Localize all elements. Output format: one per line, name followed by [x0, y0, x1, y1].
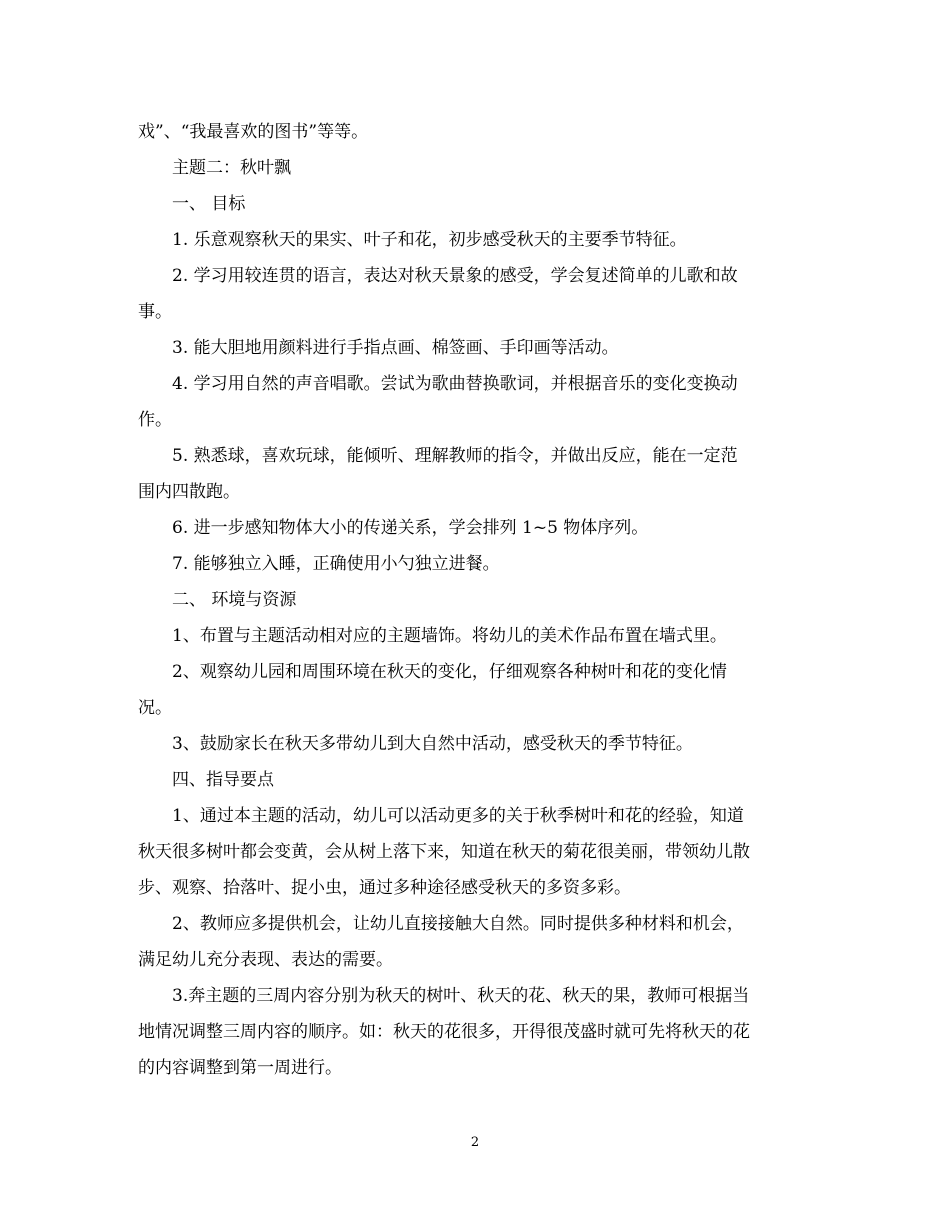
text-line: 满足幼儿充分表现、表达的需要。 — [138, 950, 393, 970]
document-body — [138, 114, 810, 1086]
text-line: 作。 — [138, 410, 172, 430]
text-line: 秋天很多树叶都会变黄，会从树上落下来，知道在秋天的菊花很美丽，带领幼儿散 — [138, 842, 750, 862]
text-line: 1. 乐意观察秋天的果实、叶子和花，初步感受秋天的主要季节特征。 — [172, 230, 687, 250]
text-line: 2. 学习用较连贯的语言，表达对秋天景象的感受，学会复述简单的儿歌和故 — [172, 266, 738, 286]
page-number: 2 — [470, 1135, 480, 1150]
text-line: 况。 — [138, 698, 172, 718]
text-line: 1、布置与主题活动相对应的主题墙饰。将幼儿的美术作品布置在墙式里。 — [172, 626, 727, 646]
text-line: 3.奔主题的三周内容分别为秋天的树叶、秋天的花、秋天的果，教师可根据当 — [172, 986, 750, 1006]
text-line: 步、观察、拾落叶、捉小虫，通过多种途径感受秋天的多资多彩。 — [138, 878, 631, 898]
text-line: 的内容调整到第一周进行。 — [138, 1058, 342, 1078]
text-line: 戏”、“我最喜欢的图书”等等。 — [138, 122, 369, 142]
text-line: 二、 环境与资源 — [172, 590, 297, 610]
text-line: 7. 能够独立入睡，正确使用小勺独立进餐。 — [172, 554, 500, 574]
text-line: 6. 进一步感知物体大小的传递关系，学会排列 1~5 物体序列。 — [172, 518, 649, 538]
text-line: 地情况调整三周内容的顺序。如：秋天的花很多，开得很茂盛时就可先将秋天的花 — [138, 1022, 750, 1042]
text-line: 主题二：秋叶飘 — [172, 158, 291, 178]
text-line: 1、通过本主题的活动，幼儿可以活动更多的关于秋季树叶和花的经验，知道 — [172, 806, 744, 826]
text-line: 事。 — [138, 302, 172, 322]
text-line: 4. 学习用自然的声音唱歌。尝试为歌曲替换歌词，并根据音乐的变化变换动 — [172, 374, 738, 394]
text-line: 2、观察幼儿园和周围环境在秋天的变化，仔细观察各种树叶和花的变化情 — [172, 662, 727, 682]
text-line: 围内四散跑。 — [138, 482, 240, 502]
text-line: 四、指导要点 — [172, 770, 274, 790]
text-line: 一、 目标 — [172, 194, 246, 214]
text-line: 2、教师应多提供机会，让幼儿直接接触大自然。同时提供多种材料和机会， — [172, 914, 744, 934]
text-line: 5. 熟悉球，喜欢玩球，能倾听、理解教师的指令，并做出反应，能在一定范 — [172, 446, 738, 466]
text-line: 3、鼓励家长在秋天多带幼儿到大自然中活动，感受秋天的季节特征。 — [172, 734, 693, 754]
text-line: 3. 能大胆地用颜料进行手指点画、棉签画、手印画等活动。 — [172, 338, 619, 358]
